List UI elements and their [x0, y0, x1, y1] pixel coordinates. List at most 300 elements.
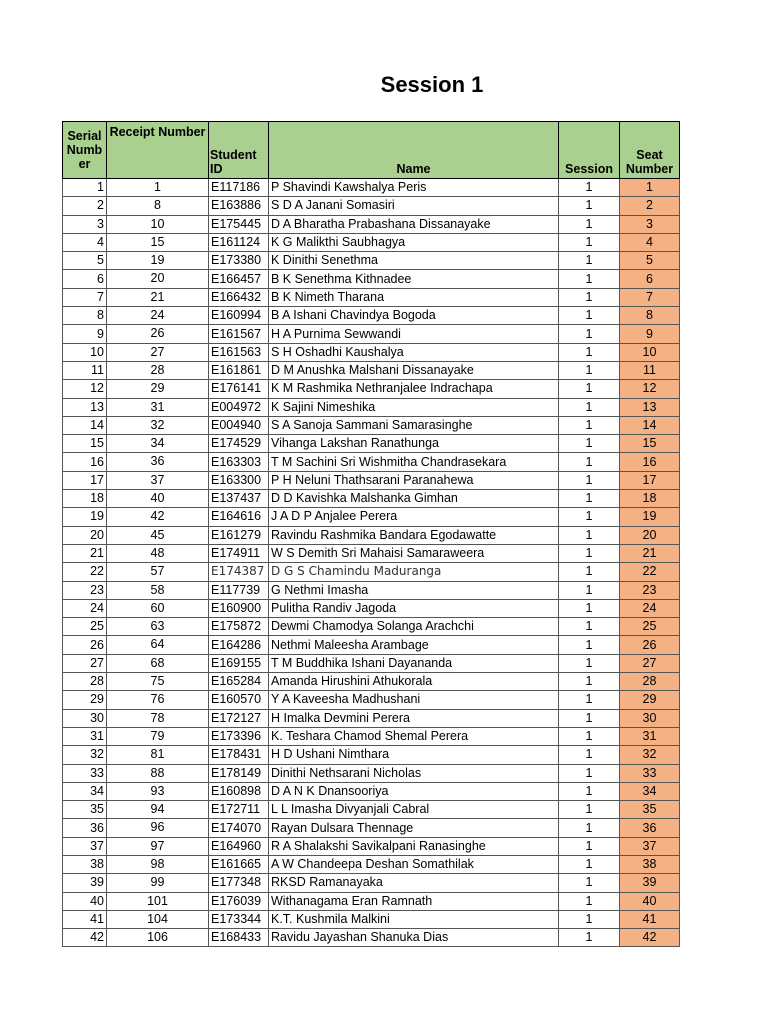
cell-session: 1 [559, 673, 620, 691]
cell-student-id: E173396 [209, 727, 269, 745]
cell-seat: 38 [620, 855, 680, 873]
cell-name: D M Anushka Malshani Dissanayake [269, 361, 559, 379]
header-name: Name [269, 122, 559, 179]
cell-serial: 19 [63, 508, 107, 526]
cell-session: 1 [559, 270, 620, 288]
cell-session: 1 [559, 325, 620, 343]
cell-serial: 27 [63, 654, 107, 672]
table-row [63, 307, 680, 325]
cell-receipt: 45 [107, 526, 209, 544]
cell-seat: 22 [620, 563, 680, 581]
cell-receipt: 101 [107, 892, 209, 910]
cell-student-id: E164960 [209, 837, 269, 855]
cell-receipt: 8 [107, 197, 209, 215]
cell-receipt: 79 [107, 727, 209, 745]
cell-session: 1 [559, 508, 620, 526]
cell-name: B K Nimeth Tharana [269, 288, 559, 306]
cell-receipt: 34 [107, 435, 209, 453]
cell-seat: 36 [620, 819, 680, 837]
cell-seat: 13 [620, 398, 680, 416]
cell-session: 1 [559, 654, 620, 672]
cell-student-id: E117186 [209, 179, 269, 197]
table-row [63, 673, 680, 691]
cell-serial: 17 [63, 471, 107, 489]
table-row [63, 874, 680, 892]
table-row [63, 654, 680, 672]
cell-student-id: E160570 [209, 691, 269, 709]
cell-receipt: 32 [107, 416, 209, 434]
cell-name: T M Buddhika Ishani Dayananda [269, 654, 559, 672]
cell-session: 1 [559, 361, 620, 379]
cell-seat: 32 [620, 746, 680, 764]
cell-student-id: E175445 [209, 215, 269, 233]
cell-serial: 35 [63, 801, 107, 819]
table-row [63, 361, 680, 379]
cell-seat: 27 [620, 654, 680, 672]
cell-receipt: 40 [107, 490, 209, 508]
cell-name: D A Bharatha Prabashana Dissanayake [269, 215, 559, 233]
cell-name: H Imalka Devmini Perera [269, 709, 559, 727]
table-row [63, 746, 680, 764]
cell-serial: 39 [63, 874, 107, 892]
cell-session: 1 [559, 453, 620, 471]
cell-seat: 11 [620, 361, 680, 379]
cell-name: D A N K Dnansooriya [269, 782, 559, 800]
table-row [63, 544, 680, 562]
cell-name: P Shavindi Kawshalya Peris [269, 179, 559, 197]
cell-receipt: 57 [107, 563, 209, 581]
table-row [63, 801, 680, 819]
cell-student-id: E117739 [209, 581, 269, 599]
table-row [63, 490, 680, 508]
cell-serial: 10 [63, 343, 107, 361]
table-row [63, 709, 680, 727]
cell-student-id: E137437 [209, 490, 269, 508]
cell-receipt: 42 [107, 508, 209, 526]
cell-serial: 33 [63, 764, 107, 782]
cell-receipt: 19 [107, 252, 209, 270]
table-row [63, 526, 680, 544]
cell-session: 1 [559, 874, 620, 892]
cell-student-id: E178149 [209, 764, 269, 782]
table-row [63, 929, 680, 947]
cell-seat: 23 [620, 581, 680, 599]
header-student-id: Student ID [209, 122, 269, 179]
cell-session: 1 [559, 490, 620, 508]
cell-seat: 14 [620, 416, 680, 434]
cell-name: S H Oshadhi Kaushalya [269, 343, 559, 361]
cell-serial: 4 [63, 233, 107, 251]
cell-session: 1 [559, 636, 620, 654]
cell-seat: 33 [620, 764, 680, 782]
cell-student-id: E161563 [209, 343, 269, 361]
cell-student-id: E172711 [209, 801, 269, 819]
table-row [63, 197, 680, 215]
header-serial: Serial Numb er [63, 122, 107, 179]
cell-session: 1 [559, 343, 620, 361]
cell-session: 1 [559, 764, 620, 782]
cell-student-id: E172127 [209, 709, 269, 727]
table-row [63, 435, 680, 453]
cell-name: Withanagama Eran Ramnath [269, 892, 559, 910]
cell-student-id: E004972 [209, 398, 269, 416]
cell-student-id: E168433 [209, 929, 269, 947]
cell-session: 1 [559, 782, 620, 800]
cell-seat: 1 [620, 179, 680, 197]
cell-session: 1 [559, 307, 620, 325]
cell-receipt: 75 [107, 673, 209, 691]
cell-serial: 40 [63, 892, 107, 910]
cell-session: 1 [559, 727, 620, 745]
cell-session: 1 [559, 288, 620, 306]
cell-receipt: 97 [107, 837, 209, 855]
cell-receipt: 21 [107, 288, 209, 306]
table-row [63, 910, 680, 928]
cell-name: Ravindu Rashmika Bandara Egodawatte [269, 526, 559, 544]
cell-serial: 2 [63, 197, 107, 215]
cell-receipt: 96 [107, 819, 209, 837]
cell-session: 1 [559, 855, 620, 873]
cell-name: Pulitha Randiv Jagoda [269, 599, 559, 617]
cell-name: Dewmi Chamodya Solanga Arachchi [269, 618, 559, 636]
cell-session: 1 [559, 544, 620, 562]
cell-seat: 18 [620, 490, 680, 508]
cell-name: Dinithi Nethsarani Nicholas [269, 764, 559, 782]
cell-name: T M Sachini Sri Wishmitha Chandrasekara [269, 453, 559, 471]
cell-name: J A D P Anjalee Perera [269, 508, 559, 526]
cell-name: Nethmi Maleesha Arambage [269, 636, 559, 654]
cell-receipt: 37 [107, 471, 209, 489]
cell-receipt: 93 [107, 782, 209, 800]
cell-student-id: E165284 [209, 673, 269, 691]
cell-name: A W Chandeepa Deshan Somathilak [269, 855, 559, 873]
cell-serial: 25 [63, 618, 107, 636]
cell-student-id: E169155 [209, 654, 269, 672]
cell-student-id: E174911 [209, 544, 269, 562]
cell-receipt: 99 [107, 874, 209, 892]
cell-session: 1 [559, 233, 620, 251]
cell-student-id: E163886 [209, 197, 269, 215]
cell-session: 1 [559, 563, 620, 581]
cell-receipt: 64 [107, 636, 209, 654]
cell-student-id: E163300 [209, 471, 269, 489]
table-row [63, 764, 680, 782]
cell-seat: 15 [620, 435, 680, 453]
cell-session: 1 [559, 435, 620, 453]
cell-serial: 34 [63, 782, 107, 800]
cell-session: 1 [559, 599, 620, 617]
cell-name: K Dinithi Senethma [269, 252, 559, 270]
table-row [63, 252, 680, 270]
cell-receipt: 20 [107, 270, 209, 288]
cell-receipt: 15 [107, 233, 209, 251]
cell-student-id: E176141 [209, 380, 269, 398]
table-row [63, 270, 680, 288]
table-row [63, 581, 680, 599]
cell-seat: 35 [620, 801, 680, 819]
cell-student-id: E177348 [209, 874, 269, 892]
cell-seat: 9 [620, 325, 680, 343]
cell-student-id: E161279 [209, 526, 269, 544]
cell-student-id: E161124 [209, 233, 269, 251]
cell-seat: 40 [620, 892, 680, 910]
cell-receipt: 68 [107, 654, 209, 672]
cell-student-id: E160994 [209, 307, 269, 325]
cell-student-id: E173344 [209, 910, 269, 928]
cell-student-id: E164286 [209, 636, 269, 654]
cell-name: P H Neluni Thathsarani Paranahewa [269, 471, 559, 489]
cell-serial: 21 [63, 544, 107, 562]
table-row [63, 343, 680, 361]
cell-seat: 31 [620, 727, 680, 745]
cell-receipt: 10 [107, 215, 209, 233]
table-row [63, 233, 680, 251]
cell-seat: 19 [620, 508, 680, 526]
table-row [63, 416, 680, 434]
cell-serial: 7 [63, 288, 107, 306]
cell-seat: 37 [620, 837, 680, 855]
cell-session: 1 [559, 215, 620, 233]
cell-serial: 15 [63, 435, 107, 453]
cell-student-id: E004940 [209, 416, 269, 434]
cell-session: 1 [559, 709, 620, 727]
cell-seat: 7 [620, 288, 680, 306]
cell-serial: 41 [63, 910, 107, 928]
cell-name: W S Demith Sri Mahaisi Samaraweera [269, 544, 559, 562]
cell-serial: 22 [63, 563, 107, 581]
cell-name: R A Shalakshi Savikalpani Ranasinghe [269, 837, 559, 855]
cell-student-id: E174387 [209, 563, 269, 581]
cell-student-id: E160898 [209, 782, 269, 800]
cell-student-id: E161567 [209, 325, 269, 343]
cell-seat: 41 [620, 910, 680, 928]
cell-student-id: E164616 [209, 508, 269, 526]
cell-name: K G Malikthi Saubhagya [269, 233, 559, 251]
cell-seat: 29 [620, 691, 680, 709]
cell-student-id: E174529 [209, 435, 269, 453]
cell-serial: 12 [63, 380, 107, 398]
cell-seat: 8 [620, 307, 680, 325]
table-row [63, 782, 680, 800]
cell-receipt: 27 [107, 343, 209, 361]
cell-student-id: E178431 [209, 746, 269, 764]
cell-serial: 5 [63, 252, 107, 270]
cell-receipt: 28 [107, 361, 209, 379]
cell-seat: 34 [620, 782, 680, 800]
cell-name: B K Senethma Kithnadee [269, 270, 559, 288]
table-row [63, 325, 680, 343]
table-row [63, 636, 680, 654]
cell-serial: 1 [63, 179, 107, 197]
cell-receipt: 76 [107, 691, 209, 709]
table-row [63, 380, 680, 398]
cell-session: 1 [559, 618, 620, 636]
cell-session: 1 [559, 179, 620, 197]
cell-seat: 21 [620, 544, 680, 562]
cell-name: Vihanga Lakshan Ranathunga [269, 435, 559, 453]
cell-receipt: 88 [107, 764, 209, 782]
cell-receipt: 60 [107, 599, 209, 617]
cell-serial: 38 [63, 855, 107, 873]
cell-seat: 26 [620, 636, 680, 654]
cell-serial: 28 [63, 673, 107, 691]
cell-receipt: 58 [107, 581, 209, 599]
cell-seat: 30 [620, 709, 680, 727]
cell-serial: 6 [63, 270, 107, 288]
cell-receipt: 29 [107, 380, 209, 398]
cell-receipt: 81 [107, 746, 209, 764]
cell-session: 1 [559, 398, 620, 416]
cell-session: 1 [559, 910, 620, 928]
cell-seat: 17 [620, 471, 680, 489]
cell-student-id: E163303 [209, 453, 269, 471]
table-row [63, 855, 680, 873]
cell-serial: 9 [63, 325, 107, 343]
cell-name: D G S Chamindu Maduranga [269, 563, 559, 581]
cell-name: S A Sanoja Sammani Samarasinghe [269, 416, 559, 434]
cell-session: 1 [559, 416, 620, 434]
cell-name: K Sajini Nimeshika [269, 398, 559, 416]
cell-serial: 37 [63, 837, 107, 855]
cell-session: 1 [559, 819, 620, 837]
cell-name: S D A Janani Somasiri [269, 197, 559, 215]
table-row [63, 508, 680, 526]
cell-name: L L Imasha Divyanjali Cabral [269, 801, 559, 819]
page-title: Session 1 [380, 72, 484, 97]
cell-name: G Nethmi Imasha [269, 581, 559, 599]
cell-student-id: E166432 [209, 288, 269, 306]
cell-serial: 3 [63, 215, 107, 233]
cell-seat: 10 [620, 343, 680, 361]
cell-seat: 39 [620, 874, 680, 892]
cell-seat: 6 [620, 270, 680, 288]
cell-name: K. Teshara Chamod Shemal Perera [269, 727, 559, 745]
cell-session: 1 [559, 526, 620, 544]
cell-serial: 11 [63, 361, 107, 379]
cell-name: H A Purnima Sewwandi [269, 325, 559, 343]
cell-serial: 20 [63, 526, 107, 544]
cell-seat: 16 [620, 453, 680, 471]
cell-seat: 12 [620, 380, 680, 398]
cell-serial: 30 [63, 709, 107, 727]
cell-seat: 42 [620, 929, 680, 947]
cell-session: 1 [559, 471, 620, 489]
table-row [63, 727, 680, 745]
cell-name: B A Ishani Chavindya Bogoda [269, 307, 559, 325]
table-row [63, 837, 680, 855]
cell-serial: 36 [63, 819, 107, 837]
cell-name: K M Rashmika Nethranjalee Indrachapa [269, 380, 559, 398]
cell-serial: 16 [63, 453, 107, 471]
cell-serial: 14 [63, 416, 107, 434]
cell-receipt: 78 [107, 709, 209, 727]
table-row [63, 563, 680, 581]
table-row [63, 618, 680, 636]
table-row [63, 453, 680, 471]
header-row [63, 122, 680, 179]
cell-name: D D Kavishka Malshanka Gimhan [269, 490, 559, 508]
cell-seat: 3 [620, 215, 680, 233]
cell-session: 1 [559, 197, 620, 215]
cell-name: Y A Kaveesha Madhushani [269, 691, 559, 709]
cell-name: Rayan Dulsara Thennage [269, 819, 559, 837]
cell-name: RKSD Ramanayaka [269, 874, 559, 892]
cell-name: Ravidu Jayashan Shanuka Dias [269, 929, 559, 947]
table-row [63, 179, 680, 197]
table-row [63, 691, 680, 709]
header-session: Session [559, 122, 620, 179]
cell-receipt: 48 [107, 544, 209, 562]
cell-receipt: 104 [107, 910, 209, 928]
cell-session: 1 [559, 252, 620, 270]
cell-serial: 24 [63, 599, 107, 617]
cell-serial: 42 [63, 929, 107, 947]
table-row [63, 819, 680, 837]
cell-receipt: 98 [107, 855, 209, 873]
cell-student-id: E166457 [209, 270, 269, 288]
table-row [63, 471, 680, 489]
cell-student-id: E161665 [209, 855, 269, 873]
table-body [63, 179, 680, 947]
header-seat: Seat Number [620, 122, 680, 179]
cell-session: 1 [559, 801, 620, 819]
cell-session: 1 [559, 746, 620, 764]
cell-receipt: 24 [107, 307, 209, 325]
cell-seat: 20 [620, 526, 680, 544]
cell-student-id: E160900 [209, 599, 269, 617]
cell-name: H D Ushani Nimthara [269, 746, 559, 764]
table-row [63, 892, 680, 910]
cell-session: 1 [559, 691, 620, 709]
session-table [62, 121, 680, 947]
cell-receipt: 94 [107, 801, 209, 819]
cell-serial: 31 [63, 727, 107, 745]
cell-session: 1 [559, 837, 620, 855]
cell-seat: 4 [620, 233, 680, 251]
table-row [63, 398, 680, 416]
cell-receipt: 1 [107, 179, 209, 197]
cell-receipt: 63 [107, 618, 209, 636]
cell-serial: 29 [63, 691, 107, 709]
cell-receipt: 31 [107, 398, 209, 416]
cell-serial: 23 [63, 581, 107, 599]
cell-serial: 13 [63, 398, 107, 416]
cell-seat: 25 [620, 618, 680, 636]
cell-name: Amanda Hirushini Athukorala [269, 673, 559, 691]
cell-session: 1 [559, 929, 620, 947]
cell-student-id: E176039 [209, 892, 269, 910]
cell-receipt: 26 [107, 325, 209, 343]
cell-seat: 5 [620, 252, 680, 270]
table-row [63, 599, 680, 617]
header-receipt: Receipt Number [107, 122, 209, 179]
cell-student-id: E174070 [209, 819, 269, 837]
cell-session: 1 [559, 581, 620, 599]
cell-receipt: 106 [107, 929, 209, 947]
cell-serial: 26 [63, 636, 107, 654]
cell-serial: 18 [63, 490, 107, 508]
table-row [63, 215, 680, 233]
cell-student-id: E175872 [209, 618, 269, 636]
cell-name: K.T. Kushmila Malkini [269, 910, 559, 928]
cell-seat: 28 [620, 673, 680, 691]
cell-serial: 32 [63, 746, 107, 764]
table-row [63, 288, 680, 306]
cell-session: 1 [559, 892, 620, 910]
cell-seat: 24 [620, 599, 680, 617]
cell-session: 1 [559, 380, 620, 398]
cell-student-id: E161861 [209, 361, 269, 379]
